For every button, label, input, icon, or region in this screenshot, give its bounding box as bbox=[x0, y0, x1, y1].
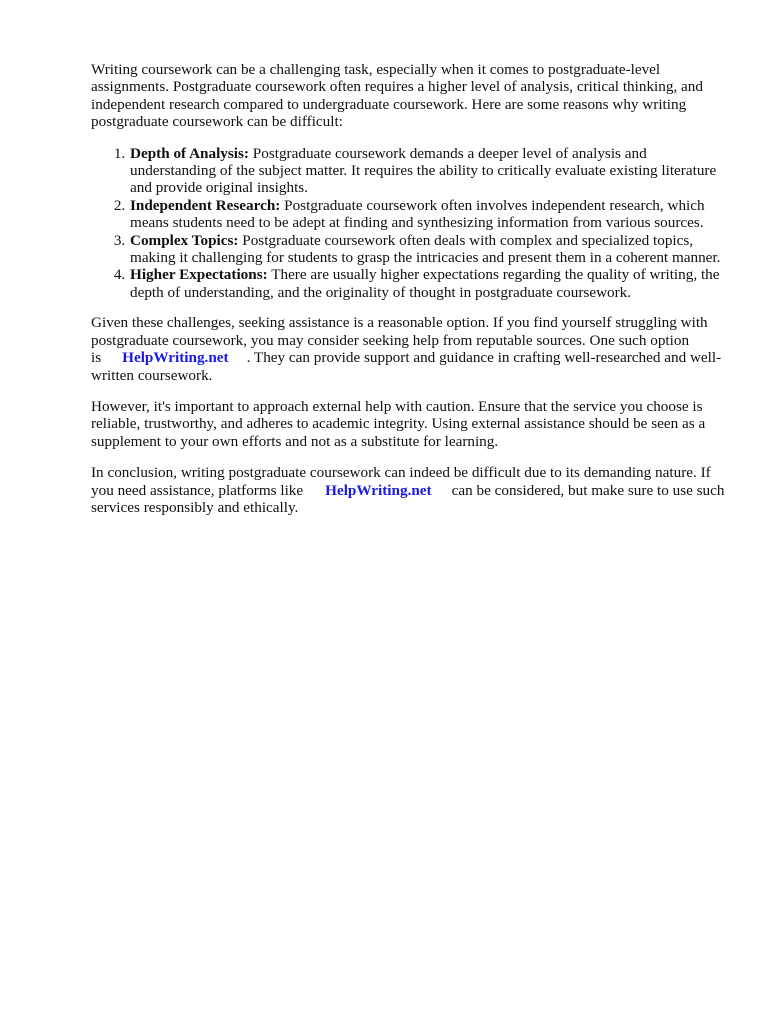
list-item-text: There are usually higher expectations regarding the quality of writing, the depth of understanding, and the originality of thought in postgraduate coursework. bbox=[130, 266, 720, 301]
intro-paragraph: Writing coursework can be a challenging task, especially when it comes to postgraduate-level assignments. Postgraduate coursework often requires a higher level of analysis, critical thinking, and independent research compared to undergraduate coursework. Here are some reasons why writing postgraduate coursework can be difficult: bbox=[91, 61, 703, 131]
list-item-complex-topics bbox=[129, 232, 731, 267]
conclusion-text-before: In conclusion, writing postgraduate coursework can indeed be difficult due to its demanding nature. If you need assistance, platforms like bbox=[91, 464, 711, 499]
caution-paragraph: However, it's important to approach external help with caution. Ensure that the service you choose is reliable, trustworthy, and adheres to academic integrity. Using external assistance should be seen as a supplement to your own efforts and not as a substitute for learning. bbox=[91, 397, 706, 450]
list-item-text: Postgraduate coursework often deals with complex and specialized topics, making it challenging for students to grasp the intricacies and present them in a coherent manner. bbox=[130, 231, 721, 267]
assistance-text-before: Given these challenges, seeking assistance is a reasonable option. If you find yourself struggling with postgraduate coursework, you may consider seeking help from reputable sources. One such option is bbox=[91, 314, 708, 367]
list-item-text: Postgraduate coursework demands a deeper level of analysis and understanding of the subject matter. It requires the ability to critically evaluate existing literature and provide original insights. bbox=[130, 144, 717, 197]
list-item-term: Depth of Analysis: bbox=[130, 144, 249, 162]
list-item-term: Higher Expectations: bbox=[130, 266, 268, 284]
assistance-paragraph bbox=[91, 314, 731, 384]
conclusion-text-after: can be considered, but make sure to use such services responsibly and ethically. bbox=[91, 481, 725, 516]
list-item-higher-expectations bbox=[129, 266, 731, 301]
list-item-text: Postgraduate coursework often involves independent research, which means students need to be adept at finding and synthesizing information from various sources. bbox=[130, 196, 705, 232]
helpwriting-link-conclusion[interactable]: HelpWriting.net bbox=[325, 481, 432, 499]
helpwriting-link[interactable]: HelpWriting.net bbox=[122, 349, 229, 367]
list-item-term: Complex Topics: bbox=[130, 231, 239, 249]
list-item-term: Independent Research: bbox=[130, 196, 281, 214]
reasons-list bbox=[91, 145, 731, 302]
conclusion-paragraph bbox=[91, 464, 731, 516]
document-page bbox=[91, 61, 731, 530]
list-item-independent-research bbox=[129, 197, 731, 232]
assistance-text-after: . They can provide support and guidance in crafting well-researched and well-written coursework. bbox=[91, 349, 722, 384]
list-item-depth-of-analysis bbox=[129, 145, 731, 197]
